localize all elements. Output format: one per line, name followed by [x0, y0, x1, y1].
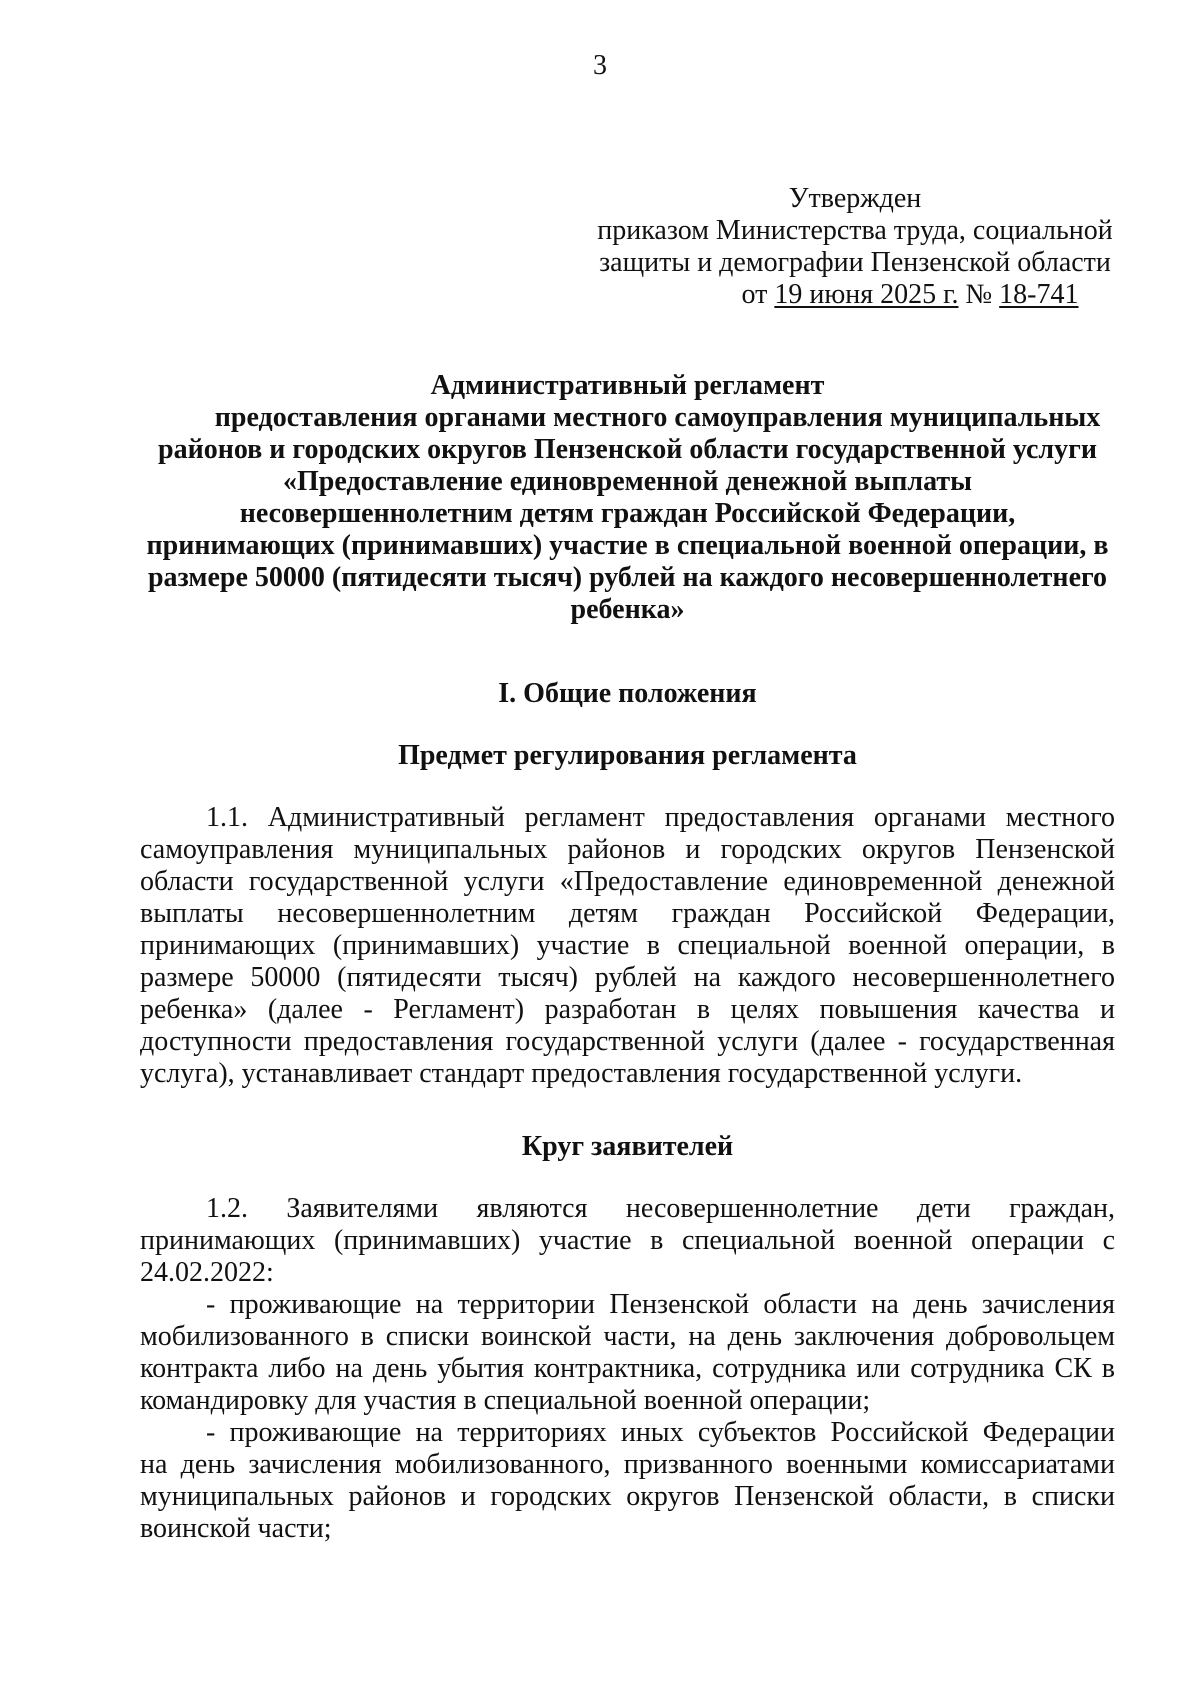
title-line-2: предоставления органами местного самоуправления муниципальных — [214, 402, 1101, 433]
paragraph-line: размере 50000 (пятидесяти тысяч) рублей на каждого несовершеннолетнего — [140, 962, 1115, 993]
title-line-5: несовершеннолетним детям граждан Российской Федерации, — [239, 498, 1016, 529]
section-heading: I. Общие положения — [498, 678, 757, 709]
paragraph-line: области государственной услуги «Предоставление единовременной денежной — [140, 866, 1115, 897]
approval-number: 18-741 — [999, 279, 1079, 310]
paragraph-line: самоуправления муниципальных районов и городских округов Пензенской — [140, 834, 1115, 865]
paragraph-line: воинской части; — [140, 1513, 332, 1544]
approval-date-prefix: от — [741, 279, 775, 310]
paragraph-line: ребенка» (далее - Регламент) разработан в целях повышения качества и — [140, 994, 1115, 1025]
subheading-applicants: Круг заявителей — [521, 1131, 734, 1162]
paragraph-line: на день зачисления мобилизованного, призванного военными комиссариатами — [140, 1449, 1115, 1480]
title-line-7: размере 50000 (пятидесяти тысяч) рублей на каждого несовершеннолетнего — [147, 562, 1108, 593]
paragraph-line: командировку для участия в специальной военной операции; — [140, 1385, 871, 1416]
paragraph-line: 1.1. Административный регламент предоставления органами местного — [206, 802, 1115, 833]
subheading-subject: Предмет регулирования регламента — [398, 740, 857, 771]
paragraph-line: муниципальных районов и городских округов Пензенской области, в списки — [140, 1481, 1115, 1512]
paragraph-1-2-item-b — [140, 1417, 1115, 1545]
approval-line-3: защиты и демографии Пензенской области — [599, 247, 1111, 278]
paragraph-line: 1.2. Заявителями являются несовершеннолетние дети граждан, — [206, 1193, 1115, 1224]
paragraph-line: выплаты несовершеннолетним детям граждан Российской Федерации, — [140, 898, 1115, 929]
title-line-3: районов и городских округов Пензенской области государственной услуги — [158, 434, 1097, 465]
title-line-6: принимающих (принимавших) участие в специальной военной операции, в — [146, 530, 1109, 561]
paragraph-1-1 — [140, 802, 1115, 1090]
approval-line-2: приказом Министерства труда, социальной — [597, 215, 1113, 246]
approval-date: 19 июня 2025 г. — [774, 279, 959, 310]
paragraph-line: принимающих (принимавших) участие в специальной военной операции, в — [140, 930, 1115, 961]
title-line-1: Административный регламент — [430, 370, 825, 401]
paragraph-line: контракта либо на день убытия контрактника, сотрудника или сотрудника СК в — [140, 1353, 1115, 1384]
paragraph-1-2 — [140, 1193, 1115, 1289]
approval-date-line — [585, 279, 1125, 311]
approval-number-prefix: № — [958, 279, 1000, 310]
paragraph-line: мобилизованного в списки воинской части, на день заключения добровольцем — [140, 1321, 1115, 1352]
title-line-8: ребенка» — [570, 594, 685, 625]
approval-stamp — [585, 183, 1125, 311]
paragraph-line: доступности предоставления государственной услуги (далее - государственная — [140, 1026, 1115, 1057]
paragraph-line: - проживающие на территориях иных субъектов Российской Федерации — [206, 1417, 1115, 1448]
page-number: 3 — [593, 50, 607, 81]
paragraph-line: - проживающие на территории Пензенской области на день зачисления — [206, 1289, 1115, 1320]
title-line-4: «Предоставление единовременной денежной выплаты — [283, 466, 972, 497]
document-title — [140, 370, 1115, 626]
paragraph-line: принимающих (принимавших) участие в специальной военной операции с — [140, 1225, 1115, 1256]
paragraph-line: услуга), устанавливает стандарт предоставления государственной услуги. — [140, 1058, 1023, 1089]
paragraph-1-2-item-a — [140, 1289, 1115, 1417]
approval-line-1: Утвержден — [788, 183, 922, 214]
paragraph-line: 24.02.2022: — [140, 1257, 274, 1288]
